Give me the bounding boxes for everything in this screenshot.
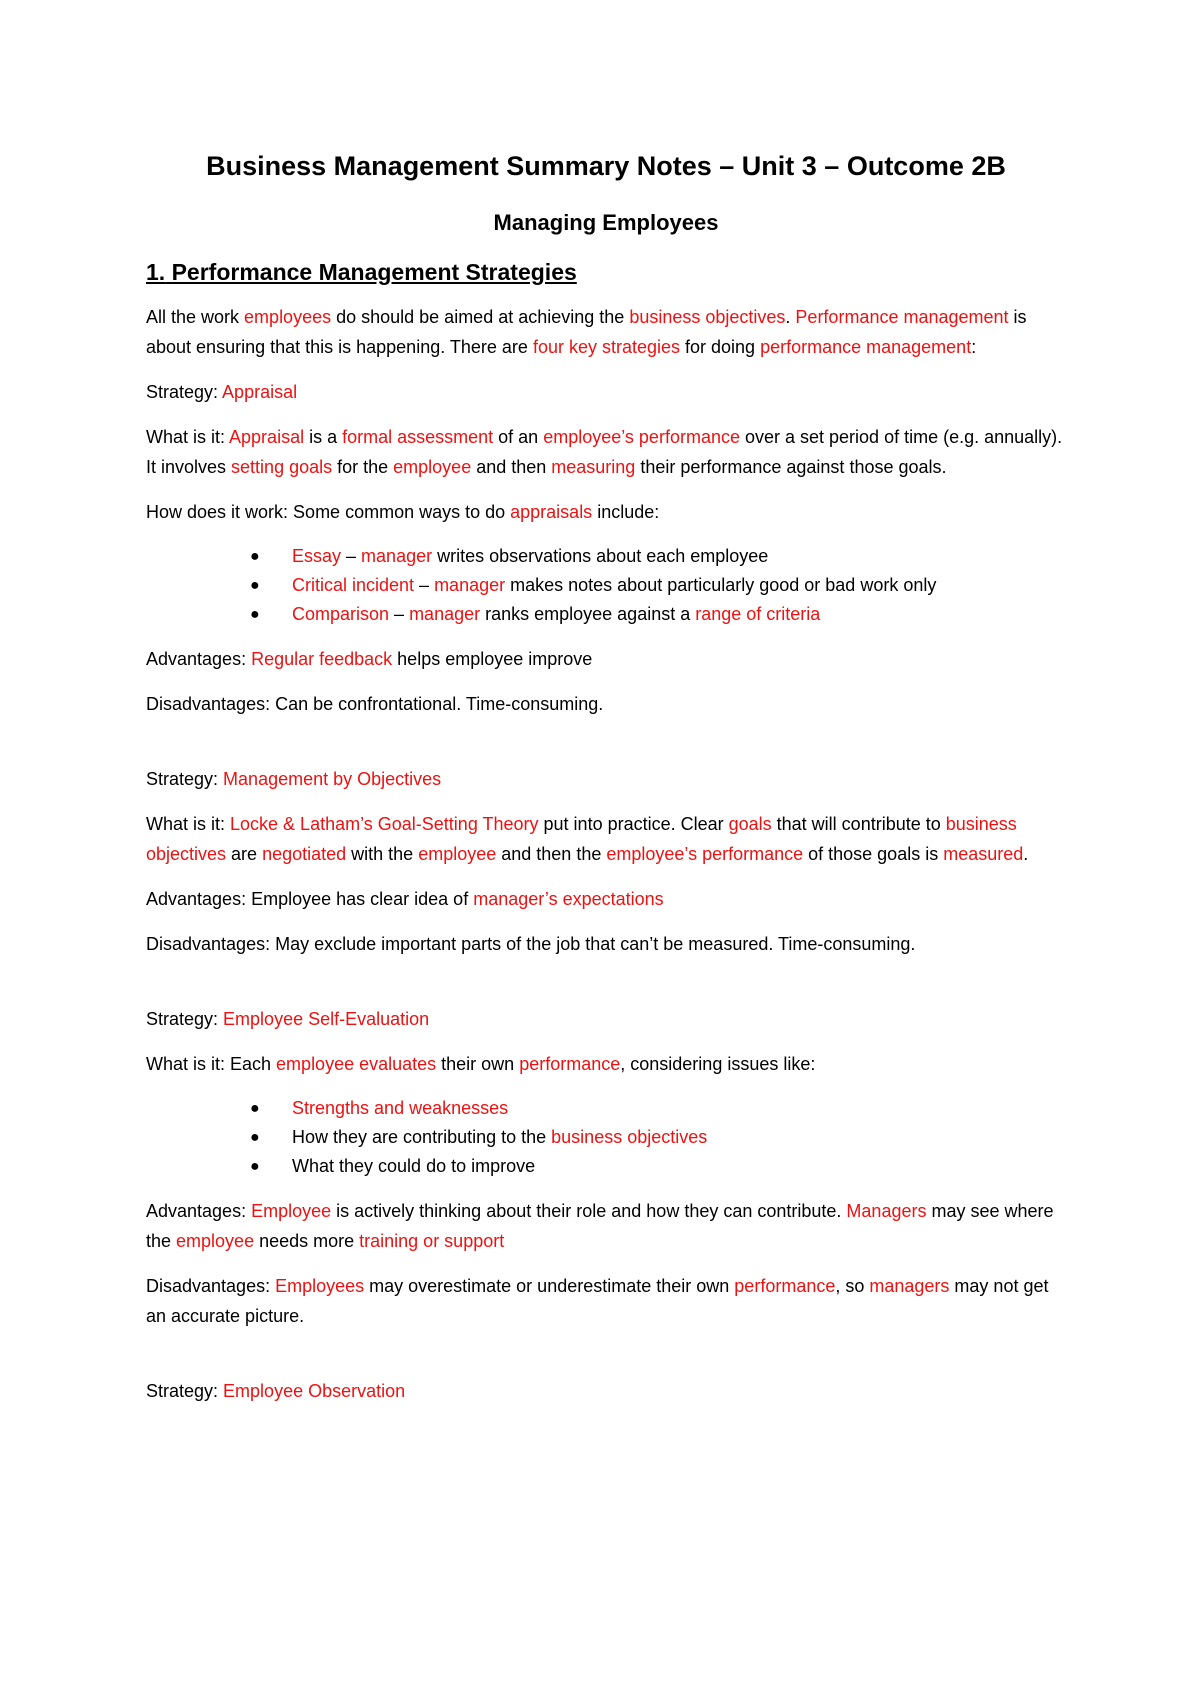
text-run: include: xyxy=(592,502,660,523)
highlighted-term: performance xyxy=(734,1276,836,1297)
highlighted-term: performance xyxy=(519,1054,621,1075)
highlighted-term: training or support xyxy=(359,1231,505,1252)
text-run: their own xyxy=(436,1054,520,1075)
strategy-name: Management by Objectives xyxy=(223,769,442,790)
text-run: All the work xyxy=(146,307,245,328)
highlighted-term: managers xyxy=(869,1276,950,1297)
highlighted-term: setting goals xyxy=(231,457,333,478)
highlighted-term: business objectives xyxy=(551,1127,708,1148)
document-title: Business Management Summary Notes – Unit 3 – Outcome 2B xyxy=(206,151,1006,181)
strategy-advantages xyxy=(146,644,1066,674)
bullet-list xyxy=(146,1094,1066,1181)
text-run: with the xyxy=(346,844,419,865)
highlighted-term: employees xyxy=(244,307,332,328)
text-run: of those goals is xyxy=(803,844,944,865)
strategy-disadvantages xyxy=(146,1271,1066,1331)
text-run: do should be aimed at achieving the xyxy=(331,307,630,328)
text-run: is about ensuring that this is happening. There are xyxy=(146,307,1027,358)
text-run: – xyxy=(414,575,435,596)
strategy-advantages xyxy=(146,1196,1066,1256)
text-run: may see where the xyxy=(146,1201,1054,1252)
highlighted-term: Performance management xyxy=(795,307,1009,328)
strategy-name: Appraisal xyxy=(222,382,298,403)
strategy-disadvantages xyxy=(146,929,1066,959)
strategy-name: Employee Self-Evaluation xyxy=(223,1009,430,1030)
highlighted-term: formal assessment xyxy=(342,427,494,448)
highlighted-term: manager xyxy=(361,546,433,567)
highlighted-term: employee’s performance xyxy=(606,844,804,865)
highlighted-term: Essay xyxy=(292,546,342,567)
text-run: – xyxy=(389,604,410,625)
list-item xyxy=(250,1152,1066,1181)
text-run: Advantages: Employee has clear idea of xyxy=(146,889,474,910)
text-run: How does it work: Some common ways to do xyxy=(146,502,511,523)
list-item xyxy=(250,600,1066,629)
highlighted-term: goals xyxy=(728,814,772,835)
strategy-heading: Strategy: Employee Observation xyxy=(146,1381,406,1402)
highlighted-term: manager xyxy=(434,575,506,596)
text-run: What is it: Each xyxy=(146,1054,277,1075)
highlighted-term: four key strategies xyxy=(532,337,681,358)
text-run: and then xyxy=(471,457,552,478)
text-run: ranks employee against a xyxy=(480,604,696,625)
text-run: Disadvantages: May exclude important parts of the job that can’t be measured. Time-consuming. xyxy=(146,934,916,955)
strategy-description xyxy=(146,422,1066,482)
text-run: Disadvantages: Can be confrontational. Time-consuming. xyxy=(146,694,604,715)
strategy-how xyxy=(146,497,1066,527)
text-run: Advantages: xyxy=(146,1201,252,1222)
strategy-description xyxy=(146,809,1066,869)
text-run: and then the xyxy=(496,844,607,865)
text-run: that will contribute to xyxy=(771,814,946,835)
list-item xyxy=(250,571,1066,600)
text-run: for doing xyxy=(680,337,761,358)
bullet-icon: ● xyxy=(250,1158,260,1176)
text-run: are xyxy=(226,844,263,865)
strategy-disadvantages xyxy=(146,689,1066,719)
highlighted-term: employee evaluates xyxy=(276,1054,437,1075)
highlighted-term: employee xyxy=(393,457,472,478)
highlighted-term: employee xyxy=(418,844,497,865)
bullet-icon: ● xyxy=(250,577,260,595)
spacer xyxy=(146,1346,1066,1376)
strategy-description xyxy=(146,1049,1066,1079)
highlighted-term: range of criteria xyxy=(695,604,821,625)
spacer xyxy=(146,734,1066,764)
highlighted-term: performance management xyxy=(760,337,972,358)
highlighted-term: employee’s performance xyxy=(543,427,740,448)
strategy-name: Employee Observation xyxy=(223,1381,406,1402)
highlighted-term: Strengths and weaknesses xyxy=(292,1098,509,1119)
highlighted-term: manager’s expectations xyxy=(473,889,664,910)
text-run: , so xyxy=(835,1276,870,1297)
text-run: , considering issues like: xyxy=(620,1054,816,1075)
text-run: What is it: xyxy=(146,814,231,835)
text-run: writes observations about each employee xyxy=(432,546,769,567)
bullet-list xyxy=(146,542,1066,629)
text-run: Disadvantages: xyxy=(146,1276,276,1297)
highlighted-term: employee xyxy=(176,1231,255,1252)
text-run: : xyxy=(971,337,977,358)
highlighted-term: Critical incident xyxy=(292,575,415,596)
text-run: – xyxy=(341,546,362,567)
bullet-icon: ● xyxy=(250,1129,260,1147)
highlighted-term: appraisals xyxy=(510,502,593,523)
highlighted-term: business objectives xyxy=(146,814,1017,865)
text-run: for the xyxy=(332,457,394,478)
text-run: What is it: xyxy=(146,427,230,448)
strategy-heading: Strategy: Employee Self-Evaluation xyxy=(146,1009,430,1030)
highlighted-term: measuring xyxy=(551,457,636,478)
list-item xyxy=(250,542,1066,571)
highlighted-term: Appraisal xyxy=(229,427,305,448)
document-page xyxy=(146,150,1066,1421)
bullet-icon: ● xyxy=(250,606,260,624)
text-run: . xyxy=(785,307,796,328)
document-subtitle: Managing Employees xyxy=(493,210,719,236)
highlighted-term: Locke & Latham’s Goal-Setting Theory xyxy=(230,814,539,835)
text-run: may overestimate or underestimate their own xyxy=(364,1276,735,1297)
text-run: makes notes about particularly good or bad work only xyxy=(505,575,937,596)
text-run: of an xyxy=(493,427,544,448)
highlighted-term: business objectives xyxy=(629,307,786,328)
text-run: . xyxy=(1023,844,1029,865)
strategy-heading: Strategy: Appraisal xyxy=(146,382,298,403)
highlighted-term: Employees xyxy=(275,1276,365,1297)
highlighted-term: measured xyxy=(943,844,1024,865)
text-run: helps employee improve xyxy=(392,649,593,670)
intro-paragraph xyxy=(146,302,1066,362)
bullet-icon: ● xyxy=(250,1100,260,1118)
text-run: is a xyxy=(304,427,343,448)
highlighted-term: negotiated xyxy=(262,844,347,865)
bullet-icon: ● xyxy=(250,548,260,566)
highlighted-term: manager xyxy=(409,604,481,625)
strategy-heading: Strategy: Management by Objectives xyxy=(146,769,442,790)
text-run: their performance against those goals. xyxy=(635,457,947,478)
text-run: What they could do to improve xyxy=(292,1156,536,1177)
text-run: needs more xyxy=(254,1231,360,1252)
text-run: is actively thinking about their role and how they can contribute. xyxy=(331,1201,847,1222)
text-run: put into practice. Clear xyxy=(538,814,729,835)
text-run: Advantages: xyxy=(146,649,252,670)
strategy-advantages xyxy=(146,884,1066,914)
highlighted-term: Employee xyxy=(251,1201,332,1222)
section-heading xyxy=(146,259,1066,287)
list-item xyxy=(250,1094,1066,1123)
text-run: How they are contributing to the xyxy=(292,1127,552,1148)
list-item xyxy=(250,1123,1066,1152)
spacer xyxy=(146,974,1066,1004)
text-run: over a set period of time (e.g. annually). It involves xyxy=(146,427,1063,478)
highlighted-term: Comparison xyxy=(292,604,390,625)
section-heading-text: Performance Management Strategies xyxy=(171,258,577,285)
section-number: 1. xyxy=(146,258,166,285)
highlighted-term: Managers xyxy=(846,1201,927,1222)
highlighted-term: Regular feedback xyxy=(251,649,393,670)
text-run: may not get an accurate picture. xyxy=(146,1276,1049,1327)
